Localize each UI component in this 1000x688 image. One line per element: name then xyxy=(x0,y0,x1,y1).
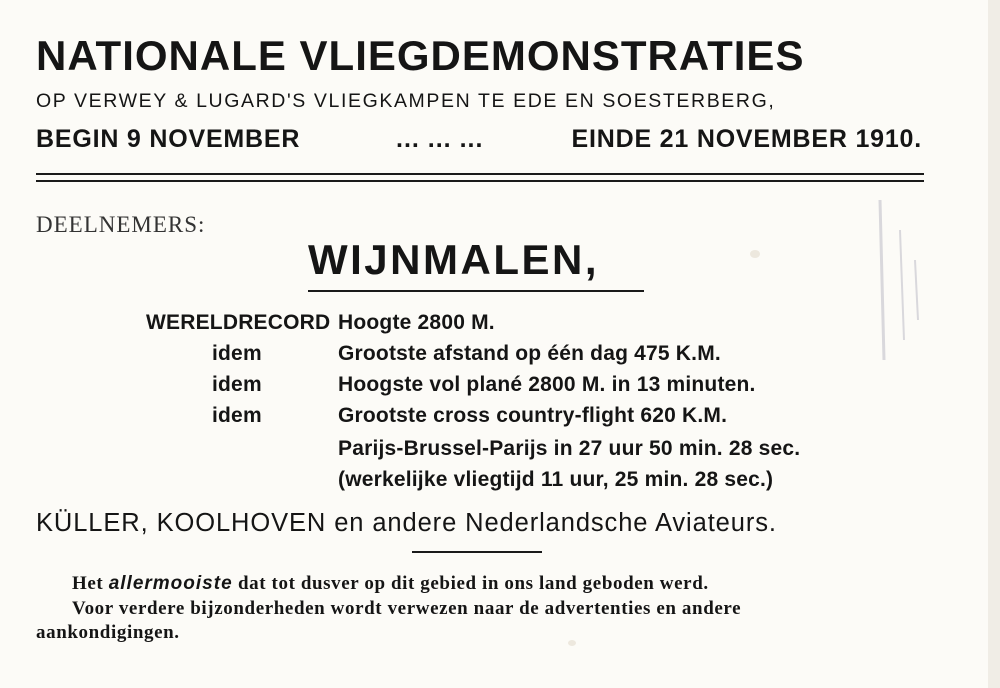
record-text: (werkelijke vliegtijd 11 uur, 25 min. 28 sec.) xyxy=(338,468,774,491)
record-label: WERELDRECORD xyxy=(146,311,331,334)
record-text: Grootste afstand op één dag 475 K.M. xyxy=(338,342,721,365)
footer-line-3: aankondigingen. xyxy=(36,622,180,643)
paper-spot xyxy=(568,640,576,646)
date-end: EINDE 21 NOVEMBER 1910. xyxy=(571,125,922,153)
date-separator: ... ... ... xyxy=(396,125,484,153)
record-row xyxy=(0,370,988,400)
footer-emphasis: allermooiste xyxy=(108,573,233,594)
date-line xyxy=(36,122,926,156)
record-row xyxy=(0,434,988,464)
record-text: Hoogte 2800 M. xyxy=(338,311,495,334)
record-text: Hoogste vol plané 2800 M. in 13 minuten. xyxy=(338,373,756,396)
footer-line-2: Voor verdere bijzonderheden wordt verwezen naar de advertenties en andere xyxy=(72,598,742,619)
record-label: idem xyxy=(212,404,262,427)
footer-line-1-pre: Het xyxy=(72,573,104,594)
name-underline xyxy=(308,290,644,292)
footer-line-1-post: dat tot dusver op dit gebied in ons land geboden werd. xyxy=(238,573,709,594)
card-edge xyxy=(988,0,1000,688)
record-text: Parijs-Brussel-Parijs in 27 uur 50 min. 28 sec. xyxy=(338,437,801,460)
divider-top xyxy=(36,173,924,175)
divider-bottom xyxy=(36,180,924,182)
record-label: idem xyxy=(212,342,262,365)
participants-label: DEELNEMERS: xyxy=(36,212,206,237)
faint-postmark xyxy=(860,190,930,370)
paper-spot xyxy=(750,250,760,258)
record-row xyxy=(0,339,988,369)
main-aviator-name: WIJNMALEN, xyxy=(308,236,599,283)
aviators-line: KÜLLER, KOOLHOVEN en andere Nederlandsche Aviateurs. xyxy=(36,509,777,537)
record-row xyxy=(0,465,988,495)
footer-line-1 xyxy=(72,572,709,596)
record-row xyxy=(0,401,988,431)
subtitle: OP VERWEY & LUGARD'S VLIEGKAMPEN TE EDE EN SOESTERBERG, xyxy=(36,90,776,112)
date-begin: BEGIN 9 NOVEMBER xyxy=(36,125,301,153)
record-row xyxy=(0,308,988,338)
record-text: Grootste cross country-flight 620 K.M. xyxy=(338,404,728,427)
record-label: idem xyxy=(212,373,262,396)
short-divider xyxy=(412,551,542,553)
page-title: NATIONALE VLIEGDEMONSTRATIES xyxy=(36,32,805,79)
